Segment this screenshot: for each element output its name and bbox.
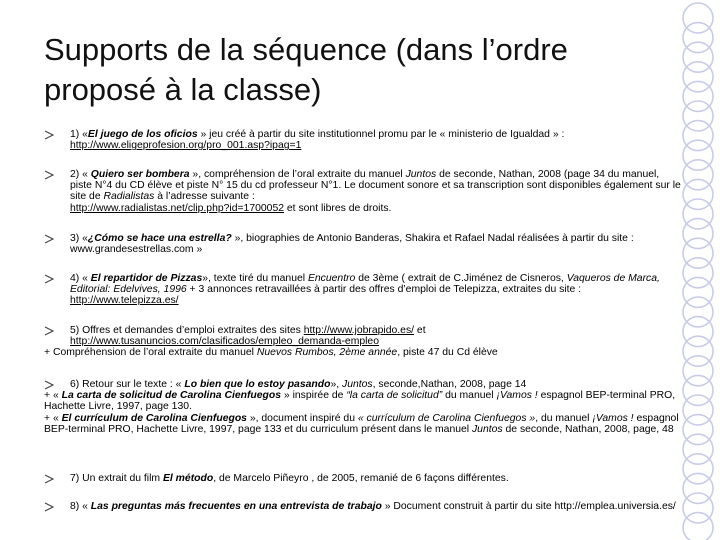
ring-circle [683, 140, 713, 170]
link-jobrapido[interactable]: http://www.jobrapido.es/ [303, 325, 415, 336]
ring-circle [683, 395, 713, 425]
ring-circle [683, 513, 713, 540]
link-tusanuncios[interactable]: http://www.tusanuncios.com/clasificados/empleo_demanda-empleo [70, 336, 379, 348]
item-3: 3) «¿Cómo se hace una estrella? », biographies de Antonio Banderas, Shakira et Rafael Nadal réalisées à partir du site : www.grandesestrellas.com » [70, 233, 634, 256]
bullet-arrow-icon [44, 130, 54, 140]
ring-circle [683, 3, 713, 33]
ring-circle [683, 493, 713, 523]
ring-circle [683, 81, 713, 111]
ring-circle [683, 219, 713, 249]
bullet-arrow-icon [44, 474, 54, 484]
item-1: 1) «El juego de los oficios » jeu créé à partir du site institutionnel promu par le « ministerio de Igualdad » : http://www.eligeprofesion.org/pro_001.asp?ipag=1 [70, 129, 565, 152]
decorative-rings [650, 0, 720, 540]
item-5: 5) Offres et demandes d’emploi extraites des sites http://www.jobrapido.es/ et http://www.tusanuncios.com/clasificados/empleo_demanda-empleo + Compréhension de l’oral extraite du manuel Nuevos Rumbos, 2ème année, piste 47 du Cd élève [44, 325, 498, 359]
ring-circle [683, 356, 713, 386]
ring-circle [683, 258, 713, 288]
ring-circle [683, 317, 713, 347]
bullet-arrow-icon [44, 274, 54, 284]
bullet-arrow-icon [44, 502, 54, 512]
item-7: 7) Un extrait du film El método, de Marcelo Piñeyro , de 2005, remanié de 6 façons différentes. [70, 473, 509, 484]
ring-circle [683, 415, 713, 445]
ring-circle [683, 199, 713, 229]
ring-circle [683, 62, 713, 92]
item-6: 6) Retour sur le texte : « Lo bien que lo estoy pasando», Juntos, seconde,Nathan, 2008, page 14 + « La carta de solicitud de Carolina Cienfuegos » inspirée de “la carta de solicitud” du manuel ¡Vamos ! espagnol BEP-terminal PRO, Hachette Livre, 1997, page 130. + « El currículum de Carolina Cienfuegos », document inspiré du « currículum de Carolina Cienfuegos », du manuel ¡Vamos ! espagnol BEP-terminal PRO, Hachette Livre, 1997, page 133 et du curriculum présent dans le manuel Juntos de seconde, Nathan, 2008, page, 48 [44, 379, 679, 435]
link-telepizza[interactable]: http://www.telepizza.es/ [70, 295, 179, 307]
ring-circle [683, 375, 713, 405]
ring-circle [683, 160, 713, 190]
slide-title: Supports de la séquence (dans l’ordre proposé à la classe) [44, 32, 568, 107]
bullet-arrow-icon [44, 234, 54, 244]
ring-circle [683, 42, 713, 72]
link-radialistas[interactable]: http://www.radialistas.net/clip.php?id=1700052 [70, 202, 285, 214]
item-8: 8) « Las preguntas más frecuentes en una entrevista de trabajo » Document construit à partir du site http://emplea.universia.es/ [70, 501, 676, 512]
ring-circle [683, 238, 713, 268]
ring-circle [683, 454, 713, 484]
ring-circle [683, 179, 713, 209]
ring-circle [683, 23, 713, 53]
ring-circle [683, 101, 713, 131]
item-4: 4) « El repartidor de Pizzas», texte tiré du manuel Encuentro de 3ème ( extrait de C.Jiménez de Cisneros, Vaqueros de Marca, Editorial: Edelvives, 1996 + 3 annonces retravaillées à partir des offres d’emploi de Telepizza, extraites du site : http://www.telepizza.es/ [70, 273, 660, 307]
ring-circle [683, 473, 713, 503]
bullet-arrow-icon [44, 170, 54, 180]
ring-circle [683, 297, 713, 327]
ring-circle [683, 121, 713, 151]
ring-circle [683, 277, 713, 307]
ring-circle [683, 336, 713, 366]
item-2: 2) « Quiero ser bombera », compréhension de l’oral extraite du manuel Juntos de seconde, Nathan, 2008 (page 34 du manuel, piste N°4 du CD élève et piste N° 15 du cd professeur N°1. Le document sonore et sa transcription sont disponibles également sur le site de Radialistas à l’adresse suivante : http://www.radialistas.net/clip.php?id=1700052 et sont libres de droits. [70, 169, 681, 214]
link-eligeprofesion[interactable]: http://www.eligeprofesion.org/pro_001.asp?ipag=1 [70, 140, 302, 152]
ring-circle [683, 434, 713, 464]
